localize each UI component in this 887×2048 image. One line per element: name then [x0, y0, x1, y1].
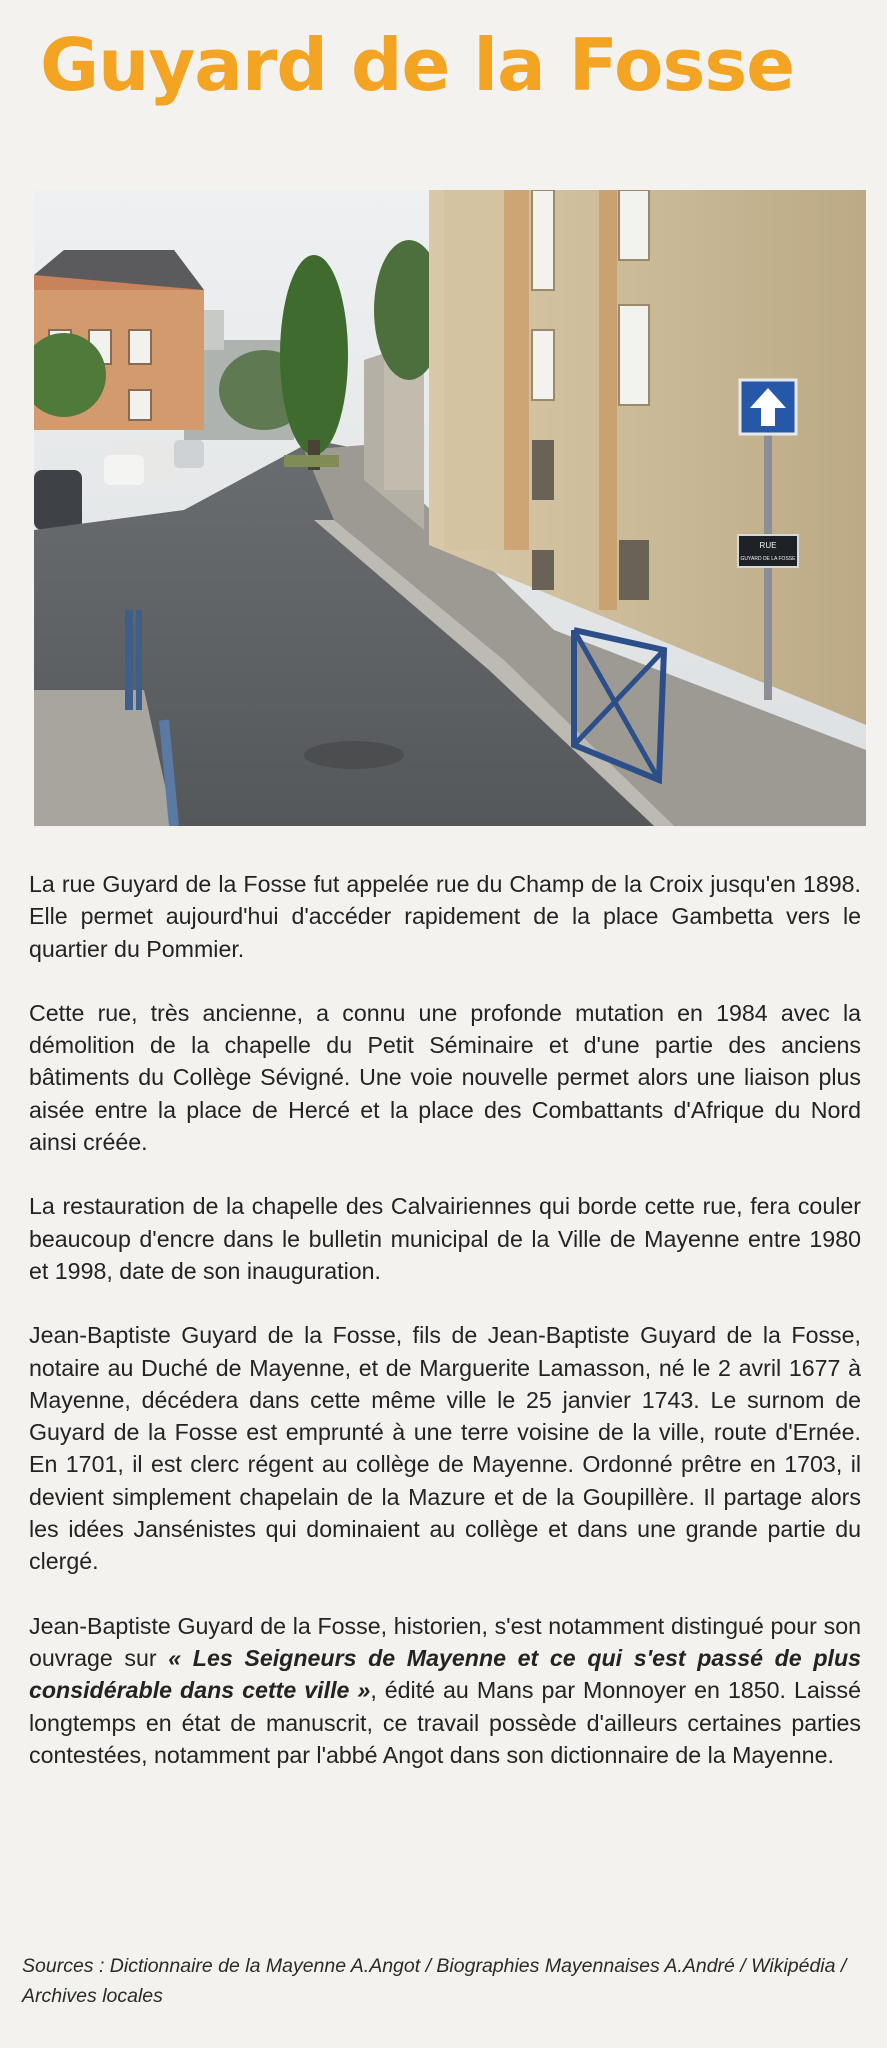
street-name-plate	[738, 535, 798, 567]
book-title: « Les Seigneurs de Mayenne et ce qui s'est passé de plus considérable dans cette ville »	[29, 1644, 862, 1704]
paragraph-text-before: Jean-Baptiste Guyard de la Fosse, historien, s'est notamment distingué pour son ouvrage sur	[29, 1612, 861, 1671]
paragraph: La rue Guyard de la Fosse fut appelée rue du Champ de la Croix jusqu'en 1898. Elle permet aujourd'hui d'accéder rapidement de la place Gambetta vers le quartier du Pommier.	[29, 871, 861, 962]
sources-note: Sources : Dictionnaire de la Mayenne A.Angot / Biographies Mayennaises A.André / Wikipédia / Archives locales	[22, 1955, 847, 2007]
paragraph: Cette rue, très ancienne, a connu une profonde mutation en 1984 avec la démolition de la chapelle du Petit Séminaire et d'une partie des anciens bâtiments du Collège Sévigné. Une voie nouvelle permet alors une liaison plus aisée entre la place de Hercé et la place des Combattants d'Afrique du Nord ainsi créée.	[29, 999, 861, 1156]
street-plate-line1: RUE	[759, 541, 777, 550]
paragraph-text-after: , édité au Mans par Monnoyer en 1850. Laissé longtemps en état de manuscrit, ce travail possède d'ailleurs certaines parties contestées, notamment par l'abbé Angot dans son dictionnaire de la Mayenne.	[29, 1677, 861, 1768]
street-plate-line2: GUYARD DE LA FOSSE	[740, 556, 796, 562]
arrow-up-icon	[740, 380, 796, 434]
article-title: Guyard de la Fosse	[40, 23, 795, 107]
street-photo	[34, 190, 866, 826]
paragraph-book-reference	[29, 1610, 861, 1771]
article-body	[29, 868, 861, 1771]
paragraph: La restauration de la chapelle des Calvairiennes qui borde cette rue, fera couler beaucoup d'encre dans le bulletin municipal de la Ville de Mayenne entre 1980 et 1998, date de son inauguration.	[29, 1193, 861, 1284]
paragraph: Jean-Baptiste Guyard de la Fosse, fils de Jean-Baptiste Guyard de la Fosse, notaire au Duché de Mayenne, et de Marguerite Lamasson, né le 2 avril 1677 à Mayenne, décédera dans cette même ville le 25 janvier 1743. Le surnom de Guyard de la Fosse est emprunté à une terre voisine de la ville, route d'Ernée. En 1701, il est clerc régent au collège de Mayenne. Ordonné prêtre en 1703, il devient simplement chapelain de la Mazure et de la Goupillère. Il partage alors les idées Jansénistes qui dominaient au collège et dans une grande partie du clergé.	[29, 1322, 861, 1575]
